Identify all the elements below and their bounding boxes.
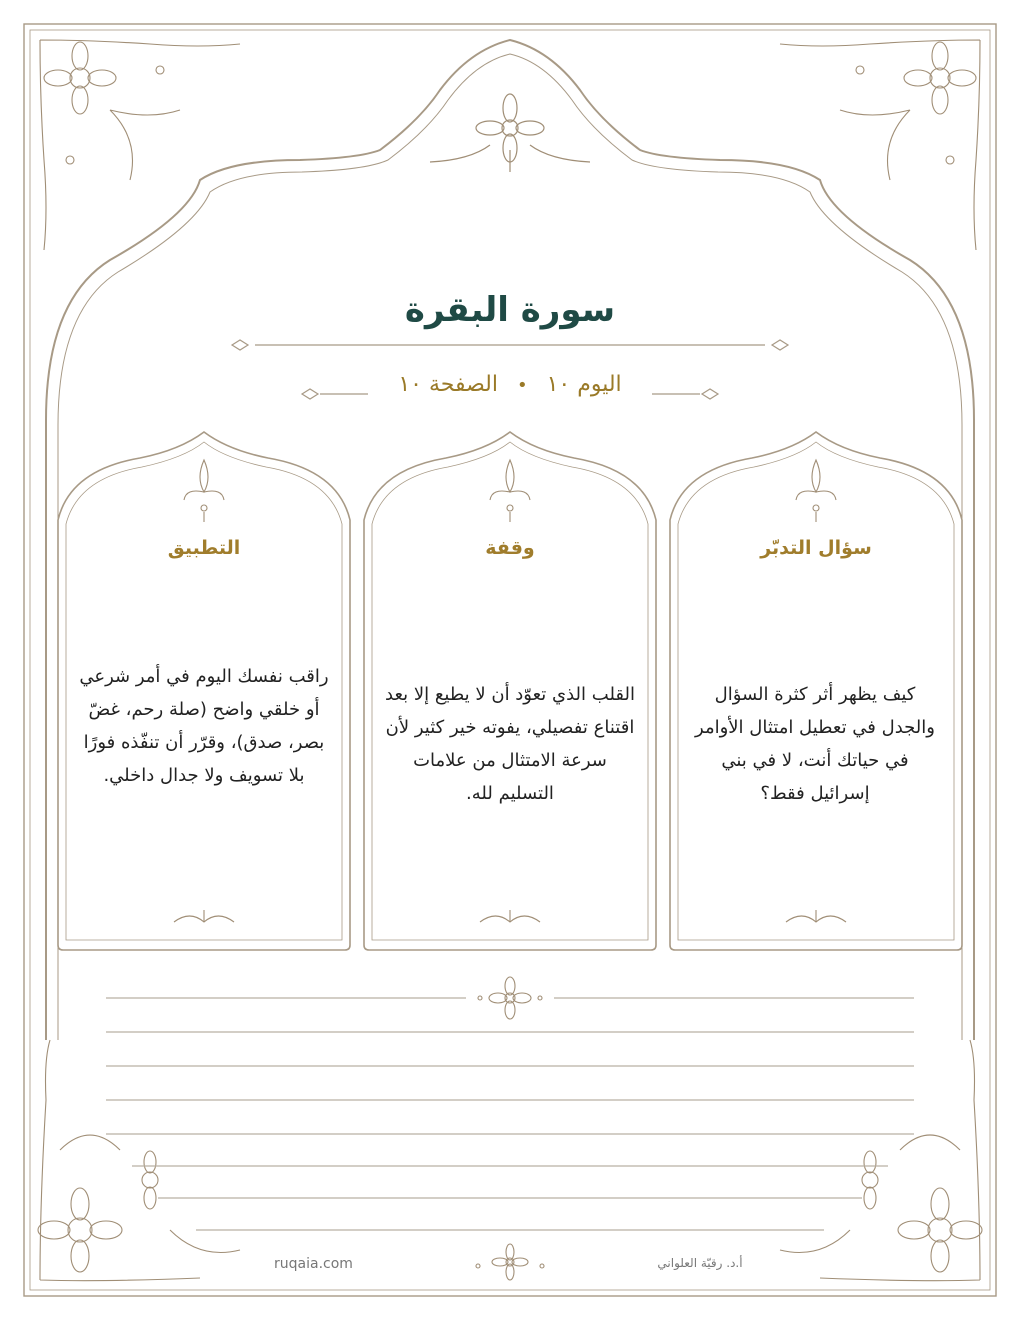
top-medallion-icon [430,94,590,172]
corner-ornament-top-left-icon [40,40,240,250]
corner-ornament-bottom-right-icon [780,1040,982,1281]
card-body-question: كيف يظهر أثر كثرة السؤال والجدل في تعطيل امتثال الأوامر في حياتك أنت، لا في بني إسرائيل فقط؟ [695,684,935,804]
card-footer-ornament-icon [174,910,234,922]
card-body-application: راقب نفسك اليوم في أمر شرعي أو خلقي واضح (صلة رحم، غضّ بصر، صدق)، وقرّر أن تنفّذه فورًا بلا تسويف ولا جدال داخلي. [79,666,329,786]
card-title-pause: وقفة [485,537,535,559]
footer-author: أ.د. رقيّة العلواني [657,1256,743,1270]
footer-website: ruqaia.com [274,1256,353,1272]
day-label: اليوم ١٠ [546,372,622,397]
card-footer-ornament-icon [786,910,846,922]
card-body-pause: القلب الذي تعوّد أن لا يطيع إلا بعد اقتناع تفصيلي، يفوته خير كثير لأن سرعة الامتثال من علامات التسليم لله. [385,684,635,804]
separator-dot: • [516,375,528,396]
card-title-question: سؤال التدبّر [760,537,872,559]
corner-ornament-top-right-icon [780,40,980,250]
card-title-application: التطبيق [167,537,241,559]
writing-lines [106,998,914,1230]
day-page-subtitle [360,372,660,397]
page-title: سورة البقرة [404,290,616,330]
footer-medallion-icon [476,1244,544,1280]
page-label: الصفحة ١٠ [398,372,498,397]
divider-medallion-icon [478,977,542,1019]
finial-icon [796,460,836,522]
corner-ornament-bottom-left-icon [38,1040,240,1281]
finial-icon [490,460,530,522]
finial-icon [184,460,224,522]
card-footer-ornament-icon [480,910,540,922]
